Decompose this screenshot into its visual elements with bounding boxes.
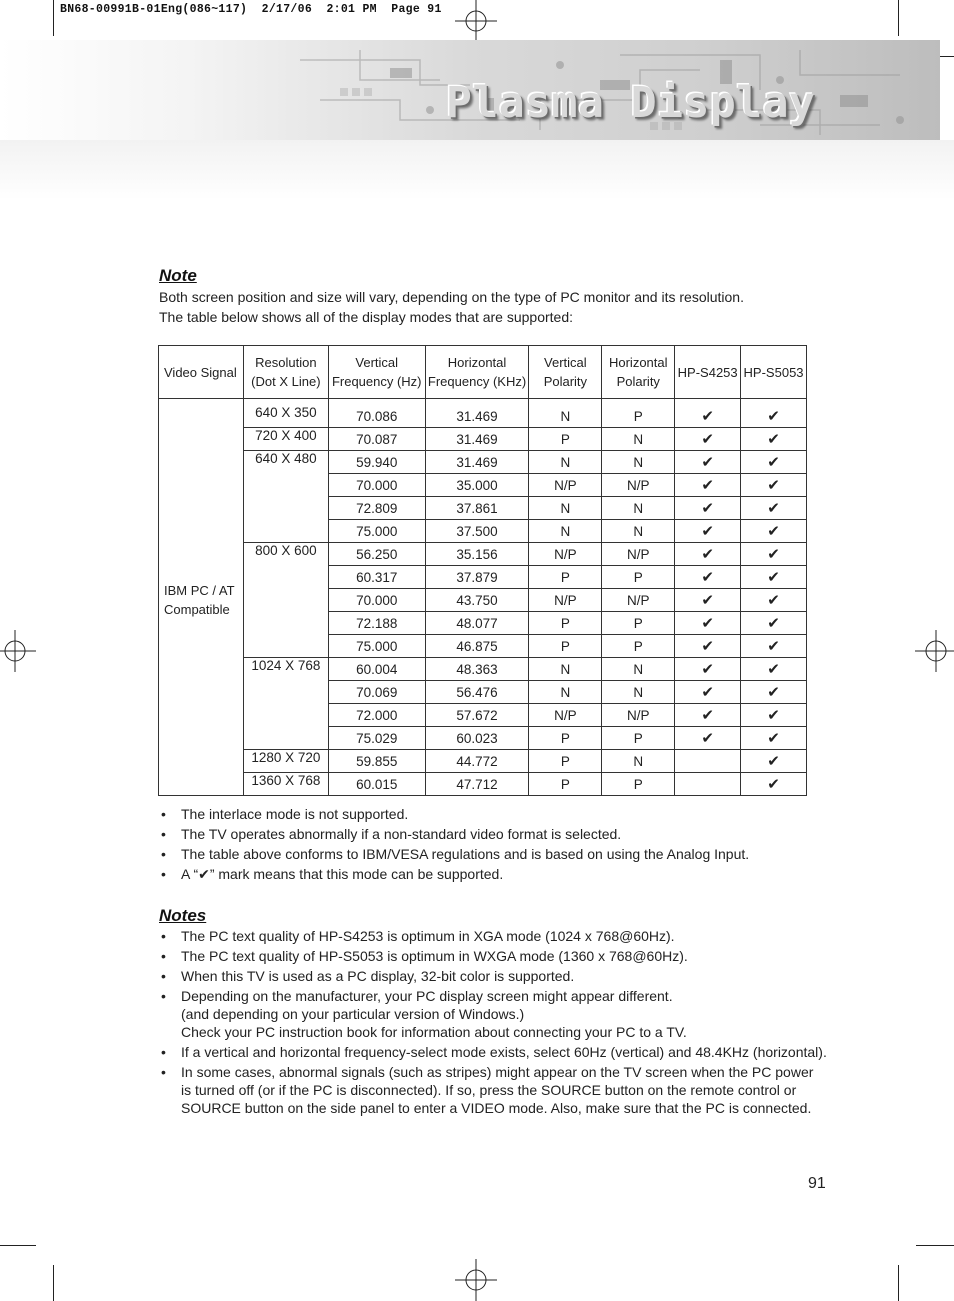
hp-s4253-check-icon: ✔ <box>675 566 741 589</box>
list-item: • In some cases, abnormal signals (such as stripes) might appear on the TV screen when the PC power is turned off (or if the PC is disconnected). If so, press the SOURCE button on the remote control or SOURCE button on the side panel to enter a VIDEO mode. Also, make sure that the PC is connected. <box>159 1063 859 1117</box>
table-row <box>159 399 807 428</box>
notes-heading: Notes <box>159 906 207 925</box>
hp-s5053-check-icon: ✔ <box>741 399 807 428</box>
vertical-polarity-cell: P <box>529 428 602 451</box>
vertical-polarity-cell: P <box>529 612 602 635</box>
vertical-polarity-cell: N/P <box>529 474 602 497</box>
vertical-polarity-cell: P <box>529 773 602 796</box>
horizontal-polarity-cell: N <box>602 497 675 520</box>
list-item: • Depending on the manufacturer, your PC display screen might appear different. (and depending on your particular version of Windows.) Check your PC instruction book for information about connecting your PC to a TV. <box>159 987 859 1041</box>
hp-s4253-check-icon: ✔ <box>675 428 741 451</box>
crop-mark <box>53 0 54 36</box>
vertical-polarity-cell: N/P <box>529 589 602 612</box>
vertical-frequency-cell: 70.069 <box>328 681 425 704</box>
hp-s5053-check-icon: ✔ <box>741 658 807 681</box>
hp-s4253-check-icon: ✔ <box>675 451 741 474</box>
header-resolution: Resolution (Dot X Line) <box>243 346 328 399</box>
table-row <box>159 451 807 474</box>
vertical-polarity-cell: N/P <box>529 543 602 566</box>
horizontal-frequency-cell: 48.363 <box>425 658 529 681</box>
crop-mark <box>916 1245 954 1246</box>
banner-fade <box>0 140 954 200</box>
note-heading: Note <box>159 266 197 285</box>
hp-s4253-check-icon: ✔ <box>675 727 741 750</box>
horizontal-frequency-cell: 60.023 <box>425 727 529 750</box>
vertical-polarity-cell: N <box>529 399 602 428</box>
vertical-polarity-cell: N <box>529 520 602 543</box>
hp-s4253-check-icon: ✔ <box>675 658 741 681</box>
list-item: • A “✔” mark means that this mode can be supported. <box>159 865 859 883</box>
list-item: • When this TV is used as a PC display, 32-bit color is supported. <box>159 967 859 985</box>
resolution-cell: 640 X 480 <box>243 451 328 543</box>
hp-s4253-check-icon: ✔ <box>675 589 741 612</box>
hp-s5053-check-icon: ✔ <box>741 451 807 474</box>
vertical-frequency-cell: 72.809 <box>328 497 425 520</box>
hp-s4253-check-icon <box>675 750 741 773</box>
vertical-frequency-cell: 56.250 <box>328 543 425 566</box>
vertical-polarity-cell: P <box>529 727 602 750</box>
hp-s5053-check-icon: ✔ <box>741 428 807 451</box>
vertical-frequency-cell: 60.317 <box>328 566 425 589</box>
horizontal-frequency-cell: 37.879 <box>425 566 529 589</box>
horizontal-frequency-cell: 44.772 <box>425 750 529 773</box>
horizontal-polarity-cell: N <box>602 750 675 773</box>
print-slug: BN68-00991B-01Eng(086~117) 2/17/06 2:01 PM Page 91 <box>60 3 442 16</box>
hp-s5053-check-icon: ✔ <box>741 727 807 750</box>
table-row <box>159 750 807 773</box>
hp-s5053-check-icon: ✔ <box>741 520 807 543</box>
vertical-frequency-cell: 75.029 <box>328 727 425 750</box>
list-item: • The PC text quality of HP-S5053 is optimum in WXGA mode (1360 x 768@60Hz). <box>159 947 859 965</box>
video-signal-cell: IBM PC / AT Compatible <box>159 399 244 796</box>
horizontal-polarity-cell: N <box>602 451 675 474</box>
vertical-frequency-cell: 70.086 <box>328 399 425 428</box>
list-item: • The interlace mode is not supported. <box>159 805 859 823</box>
hp-s5053-check-icon: ✔ <box>741 704 807 727</box>
note-line-2: The table below shows all of the display modes that are supported: <box>159 309 574 325</box>
crop-mark <box>898 1265 899 1301</box>
display-modes-table <box>158 345 807 796</box>
header-horizontal-polarity: Horizontal Polarity <box>602 346 675 399</box>
registration-mark-icon <box>455 1259 497 1301</box>
hp-s5053-check-icon: ✔ <box>741 681 807 704</box>
horizontal-frequency-cell: 43.750 <box>425 589 529 612</box>
table-row <box>159 773 807 796</box>
vertical-frequency-cell: 70.000 <box>328 589 425 612</box>
hp-s4253-check-icon: ✔ <box>675 399 741 428</box>
registration-mark-icon <box>0 630 36 672</box>
resolution-cell: 1360 X 768 <box>243 773 328 796</box>
horizontal-frequency-cell: 37.861 <box>425 497 529 520</box>
horizontal-polarity-cell: P <box>602 612 675 635</box>
table-remarks-list <box>159 805 859 885</box>
vertical-frequency-cell: 60.004 <box>328 658 425 681</box>
vertical-frequency-cell: 75.000 <box>328 635 425 658</box>
horizontal-frequency-cell: 35.000 <box>425 474 529 497</box>
vertical-frequency-cell: 59.855 <box>328 750 425 773</box>
resolution-cell: 800 X 600 <box>243 543 328 658</box>
horizontal-polarity-cell: N/P <box>602 589 675 612</box>
hp-s5053-check-icon: ✔ <box>741 543 807 566</box>
hp-s4253-check-icon: ✔ <box>675 543 741 566</box>
hp-s4253-check-icon: ✔ <box>675 520 741 543</box>
header-banner <box>0 40 940 140</box>
header-horizontal-frequency: Horizontal Frequency (KHz) <box>425 346 529 399</box>
list-item: • The TV operates abnormally if a non-standard video format is selected. <box>159 825 859 843</box>
vertical-frequency-cell: 75.000 <box>328 520 425 543</box>
horizontal-polarity-cell: N <box>602 658 675 681</box>
horizontal-frequency-cell: 31.469 <box>425 451 529 474</box>
horizontal-frequency-cell: 31.469 <box>425 399 529 428</box>
hp-s4253-check-icon: ✔ <box>675 704 741 727</box>
list-item: • The table above conforms to IBM/VESA regulations and is based on using the Analog Input. <box>159 845 859 863</box>
header-video-signal: Video Signal <box>159 346 244 399</box>
horizontal-frequency-cell: 47.712 <box>425 773 529 796</box>
table-row <box>159 428 807 451</box>
registration-mark-icon <box>915 630 954 672</box>
banner-title: Plasma Display <box>446 78 816 128</box>
horizontal-frequency-cell: 37.500 <box>425 520 529 543</box>
note-line-1: Both screen position and size will vary, depending on the type of PC monitor and its resolution. <box>159 289 744 305</box>
horizontal-polarity-cell: N/P <box>602 474 675 497</box>
horizontal-polarity-cell: P <box>602 399 675 428</box>
horizontal-frequency-cell: 35.156 <box>425 543 529 566</box>
list-item: • The PC text quality of HP-S4253 is optimum in XGA mode (1024 x 768@60Hz). <box>159 927 859 945</box>
hp-s4253-check-icon: ✔ <box>675 681 741 704</box>
header-vertical-polarity: Vertical Polarity <box>529 346 602 399</box>
header-vertical-frequency: Vertical Frequency (Hz) <box>328 346 425 399</box>
vertical-frequency-cell: 72.000 <box>328 704 425 727</box>
crop-mark <box>898 0 899 36</box>
table-row <box>159 658 807 681</box>
horizontal-frequency-cell: 57.672 <box>425 704 529 727</box>
horizontal-frequency-cell: 48.077 <box>425 612 529 635</box>
header-hp-s5053: HP-S5053 <box>741 346 807 399</box>
resolution-cell: 720 X 400 <box>243 428 328 451</box>
hp-s4253-check-icon: ✔ <box>675 612 741 635</box>
hp-s5053-check-icon: ✔ <box>741 750 807 773</box>
notes-list <box>159 927 859 1119</box>
hp-s4253-check-icon: ✔ <box>675 635 741 658</box>
registration-mark-icon <box>455 0 497 42</box>
table-header-row <box>159 346 807 399</box>
crop-mark <box>0 1245 36 1246</box>
page-number: 91 <box>808 1175 826 1192</box>
hp-s5053-check-icon: ✔ <box>741 566 807 589</box>
vertical-polarity-cell: N/P <box>529 704 602 727</box>
resolution-cell: 1280 X 720 <box>243 750 328 773</box>
horizontal-polarity-cell: N/P <box>602 543 675 566</box>
horizontal-polarity-cell: N/P <box>602 704 675 727</box>
horizontal-polarity-cell: P <box>602 635 675 658</box>
vertical-polarity-cell: N <box>529 497 602 520</box>
resolution-cell: 640 X 350 <box>243 399 328 428</box>
horizontal-polarity-cell: P <box>602 566 675 589</box>
hp-s5053-check-icon: ✔ <box>741 474 807 497</box>
vertical-frequency-cell: 72.188 <box>328 612 425 635</box>
list-item: • If a vertical and horizontal frequency-select mode exists, select 60Hz (vertical) and 48.4KHz (horizontal). <box>159 1043 859 1061</box>
resolution-cell: 1024 X 768 <box>243 658 328 750</box>
horizontal-frequency-cell: 31.469 <box>425 428 529 451</box>
header-hp-s4253: HP-S4253 <box>675 346 741 399</box>
hp-s4253-check-icon: ✔ <box>675 474 741 497</box>
vertical-frequency-cell: 70.000 <box>328 474 425 497</box>
vertical-polarity-cell: N <box>529 681 602 704</box>
vertical-frequency-cell: 59.940 <box>328 451 425 474</box>
horizontal-polarity-cell: N <box>602 428 675 451</box>
horizontal-polarity-cell: P <box>602 727 675 750</box>
table-row <box>159 543 807 566</box>
horizontal-polarity-cell: N <box>602 681 675 704</box>
hp-s5053-check-icon: ✔ <box>741 612 807 635</box>
vertical-polarity-cell: P <box>529 750 602 773</box>
vertical-polarity-cell: N <box>529 658 602 681</box>
horizontal-frequency-cell: 46.875 <box>425 635 529 658</box>
crop-mark <box>53 1265 54 1301</box>
hp-s4253-check-icon <box>675 773 741 796</box>
vertical-frequency-cell: 60.015 <box>328 773 425 796</box>
hp-s5053-check-icon: ✔ <box>741 589 807 612</box>
vertical-polarity-cell: P <box>529 566 602 589</box>
hp-s5053-check-icon: ✔ <box>741 773 807 796</box>
vertical-frequency-cell: 70.087 <box>328 428 425 451</box>
horizontal-polarity-cell: P <box>602 773 675 796</box>
hp-s5053-check-icon: ✔ <box>741 497 807 520</box>
vertical-polarity-cell: N <box>529 451 602 474</box>
horizontal-polarity-cell: N <box>602 520 675 543</box>
horizontal-frequency-cell: 56.476 <box>425 681 529 704</box>
hp-s5053-check-icon: ✔ <box>741 635 807 658</box>
hp-s4253-check-icon: ✔ <box>675 497 741 520</box>
vertical-polarity-cell: P <box>529 635 602 658</box>
